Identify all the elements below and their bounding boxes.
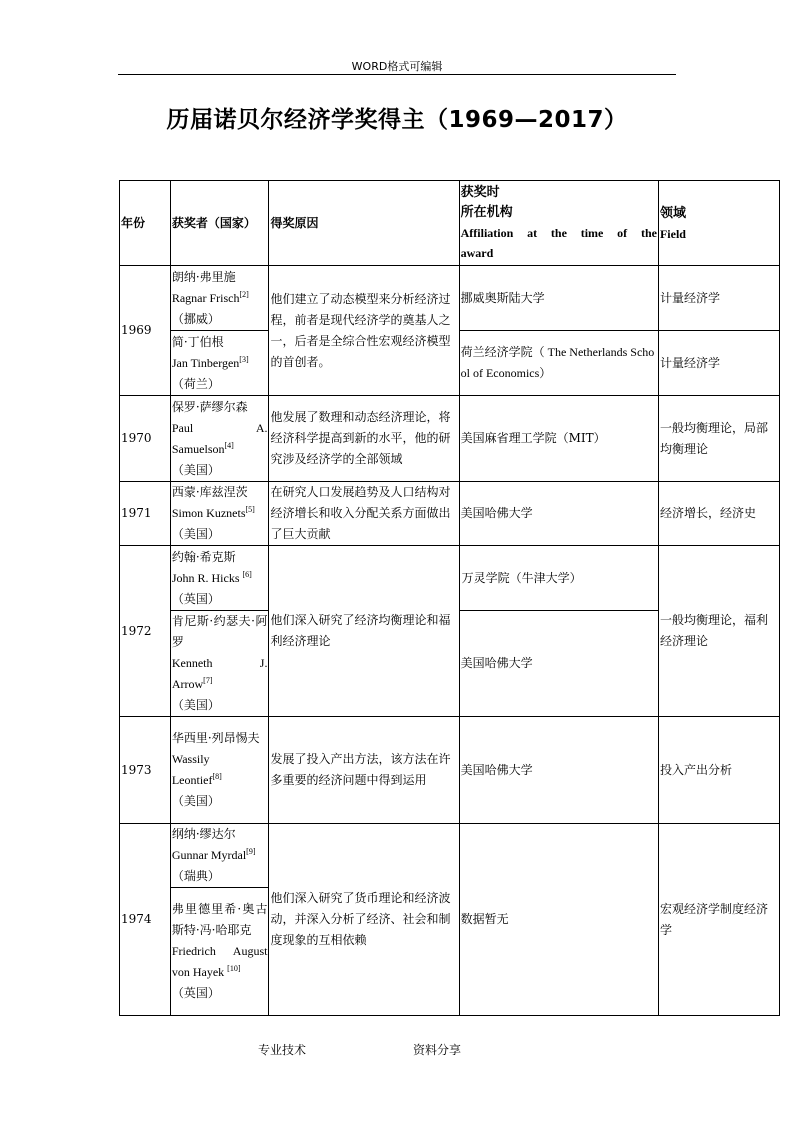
institution-cell: 美国麻省理工学院（MIT） — [459, 396, 658, 482]
laureate-en — [172, 353, 268, 374]
ref-mark: [5] — [245, 505, 255, 514]
institution-cell: 美国哈佛大学 — [459, 717, 658, 824]
institution-cell: 美国哈佛大学 — [459, 482, 658, 546]
reason-cell: 他们建立了动态模型来分析经济过程，前者是现代经济学的奠基人之一，后者是全综合性宏观经济模型的首创者。 — [269, 266, 459, 396]
laureate-cell — [170, 331, 269, 396]
header-field — [658, 181, 779, 266]
laureate-country: （荷兰） — [171, 376, 220, 391]
laureate-en-line2 — [172, 439, 268, 460]
header-laureate: 获奖者（国家） — [170, 181, 269, 266]
ref-mark: [3] — [239, 354, 249, 364]
laureate-cell — [170, 611, 269, 717]
table-row — [120, 266, 780, 331]
laureate-cell — [170, 546, 269, 611]
field-cell: 投入产出分析 — [658, 717, 779, 824]
laureate-cn: 保罗·萨缪尔森 — [171, 399, 248, 414]
laureate-cn: 朗纳·弗里施 — [171, 269, 236, 284]
laureate-country: （挪威） — [171, 311, 220, 326]
laureate-cn: 约翰·希克斯 — [171, 549, 236, 564]
laureate-cell — [170, 888, 269, 1016]
header-inst-en2: award — [460, 246, 494, 260]
footer-left: 专业技术 — [258, 1043, 307, 1057]
institution-cell: 万灵学院（牛津大学） — [459, 546, 658, 611]
laureate-cell — [170, 396, 269, 482]
institution-cell: 数据暂无 — [459, 824, 658, 1016]
laureate-cn: 肯尼斯·约瑟夫·阿罗 — [171, 614, 268, 649]
laureate-cn: 纲纳·缪达尔 — [171, 827, 236, 841]
footer-right: 资料分享 — [413, 1043, 462, 1057]
laureate-cn: 弗里德里希·奥古斯特·冯·哈耶克 — [171, 902, 268, 937]
laureate-cell — [170, 717, 269, 824]
laureate-en-name: Jan Tinbergen — [171, 355, 240, 370]
laureate-en-name: Samuelson — [171, 441, 225, 456]
institution-cell: 美国哈佛大学 — [459, 611, 658, 717]
laureate-country: （美国） — [171, 698, 220, 712]
header-reason: 得奖原因 — [269, 181, 459, 266]
laureate-en-line1: Wassily — [171, 752, 210, 766]
field-cell: 计量经济学 — [658, 331, 779, 396]
institution-cell: 挪威奥斯陆大学 — [459, 266, 658, 331]
laureate-country: （美国） — [171, 462, 220, 477]
laureate-cn: 西蒙·库兹涅茨 — [171, 485, 248, 499]
laureate-country: （英国） — [171, 591, 220, 606]
field-cell: 经济增长，经济史 — [658, 482, 779, 546]
header-institution — [459, 181, 658, 266]
header-rule — [118, 74, 676, 75]
laureate-en-line1: Kenneth J. — [171, 656, 268, 670]
institution-cell: 荷兰经济学院（ The Netherlands School of Economics） — [459, 331, 658, 396]
document-title: 历届诺贝尔经济学奖得主（1969—2017） — [166, 107, 628, 133]
header-inst-cn2: 所在机构 — [460, 205, 513, 220]
year-cell: 1971 — [120, 482, 171, 546]
laureate-en-name: John R. Hicks — [171, 570, 243, 585]
laureate-en-name: Arrow — [171, 677, 204, 691]
year-cell: 1970 — [120, 396, 171, 482]
field-cell: 一般均衡理论，福利经济理论 — [658, 546, 779, 717]
laureate-country: （瑞典） — [171, 869, 220, 883]
table-header-row — [120, 181, 780, 266]
laureate-country: （英国） — [171, 986, 220, 1000]
laureate-cell — [170, 266, 269, 331]
header-field-cn: 领域 — [659, 205, 686, 221]
header-inst-en1: Affiliation at the time of the — [460, 226, 657, 240]
reason-cell: 在研究人口发展趋势及人口结构对经济增长和收入分配关系方面做出了巨大贡献 — [269, 482, 459, 546]
year-cell: 1973 — [120, 717, 171, 824]
laureate-en-line2 — [172, 962, 268, 983]
laureate-cell — [170, 824, 269, 888]
field-cell: 计量经济学 — [658, 266, 779, 331]
reason-cell: 他们深入研究了经济均衡理论和福利经济理论 — [269, 546, 459, 717]
header-year: 年份 — [120, 181, 171, 266]
laureate-en-name: Simon Kuznets — [171, 506, 246, 520]
table-row — [120, 717, 780, 824]
reason-cell: 发展了投入产出方法，该方法在许多重要的经济问题中得到运用 — [269, 717, 459, 824]
table-row — [120, 482, 780, 546]
header-inst-cn1: 获奖时 — [460, 185, 500, 200]
laureate-cell — [170, 482, 269, 546]
ref-mark: [4] — [224, 440, 234, 450]
laureate-en-name: von Hayek — [171, 965, 228, 979]
laureate-en-name: Leontief — [171, 773, 213, 787]
laureate-country: （美国） — [171, 527, 220, 541]
laureate-en-name: Gunnar Myrdal — [171, 848, 247, 862]
ref-mark: [6] — [242, 569, 252, 579]
year-cell: 1972 — [120, 546, 171, 717]
ref-mark: [8] — [212, 772, 222, 781]
year-cell: 1974 — [120, 824, 171, 1016]
table-row — [120, 396, 780, 482]
page-header: WORD格式可编辑 — [351, 60, 443, 73]
laureate-en — [172, 568, 268, 589]
ref-mark: [2] — [239, 289, 249, 299]
laureate-en — [172, 845, 268, 866]
field-cell: 宏观经济学制度经济学 — [658, 824, 779, 1016]
laureates-table — [119, 180, 780, 1016]
laureate-en-name: Ragnar Frisch — [171, 290, 240, 305]
year-cell: 1969 — [120, 266, 171, 396]
laureate-en-line2 — [172, 770, 268, 791]
field-cell: 一般均衡理论，局部均衡理论 — [658, 396, 779, 482]
ref-mark: [9] — [246, 847, 256, 856]
reason-cell: 他们深入研究了货币理论和经济波动，并深入分析了经济、社会和制度现象的互相依赖 — [269, 824, 459, 1016]
reason-cell: 他发展了数理和动态经济理论，将经济科学提高到新的水平，他的研究涉及经济学的全部领域 — [269, 396, 459, 482]
laureate-cn: 华西里·列昂惕夫 — [171, 731, 260, 745]
laureate-en-line1: Friedrich August — [171, 944, 268, 958]
laureate-country: （美国） — [171, 794, 220, 808]
laureate-en — [172, 503, 268, 524]
laureate-en-line2 — [172, 674, 268, 695]
ref-mark: [7] — [203, 676, 213, 685]
table-row — [120, 546, 780, 611]
laureate-en-line1: Paul A. — [171, 420, 268, 435]
table-row — [120, 824, 780, 888]
laureate-en — [172, 288, 268, 309]
laureate-cn: 简·丁伯根 — [171, 334, 224, 349]
ref-mark: [10] — [227, 964, 241, 973]
header-field-en: Field — [659, 226, 686, 241]
